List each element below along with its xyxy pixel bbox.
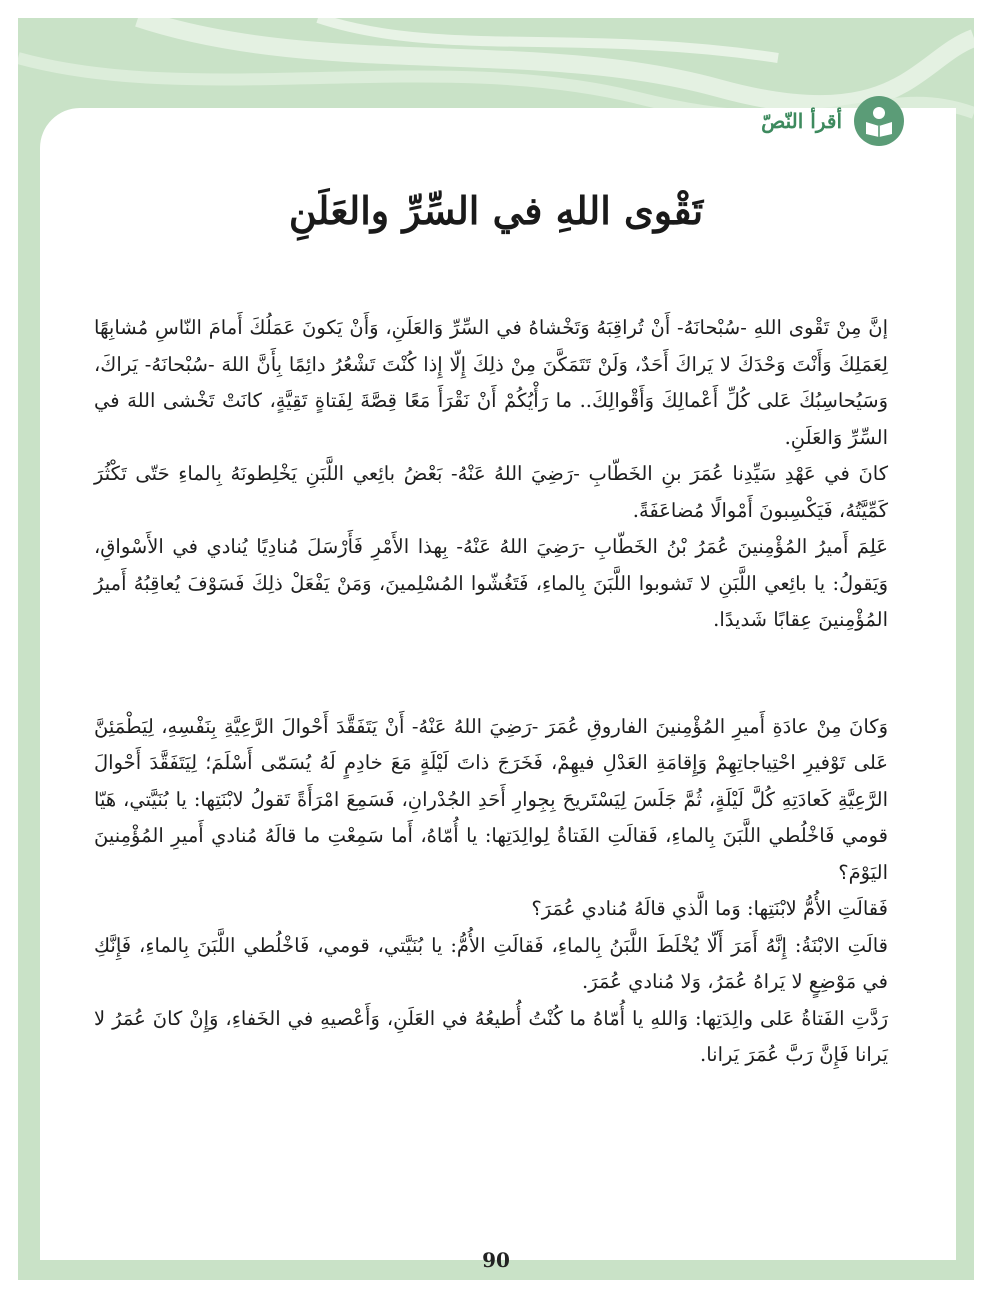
paragraph-gap [94,639,888,709]
page-number: 90 [482,1248,510,1272]
paragraph-intro: إنَّ مِنْ تَقْوى اللهِ -سُبْحانَهُ- أَنْ تُراقِبَهُ وَتَخْشاهُ في السِّرِّ وَالعَلَنِ، وَأَنْ يَكونَ عَمَلُكَ أَمامَ النّاسِ مُشابِهًا لِعَمَلِكَ وَأَنْتَ وَحْدَكَ لا يَراكَ أَحَدٌ، وَلَنْ تَتَمَكَّنَ مِنْ ذلِكَ إِلّا إِذا كُنْتَ تَشْعُرُ دائِمًا بِأَنَّ اللهَ -سُبْحانَهُ- يَراكَ، وَسَيُحاسِبُكَ عَلى كُلِّ أَعْمالِكَ وَأَقْوالِكَ.. ما رَأْيُكُمْ أَنْ نَقْرَأَ مَعًا قِصَّةَ لِفَتاةٍ تَقِيَّةٍ، كانَتْ تَخْشى اللهَ في السِّرِّ وَالعَلَنِ. [94,316,888,449]
page-title: تَقْوى اللهِ في السِّرِّ والعَلَنِ [288,188,704,233]
paragraph-daughter-answer: قالَتِ الابْنَةُ: إِنَّهُ أَمَرَ أَلّا يُخْلَطَ اللَّبَنُ بِالماءِ، فَقالَتِ الأُمُّ: يا بُنَيَّتي، قومي، فَاخْلُطي اللَّبَنَ بِالماءِ، فَإِنَّكِ في مَوْضِعٍ لا يَراهُ عُمَرُ، وَلا مُنادي عُمَرَ. [94,933,888,993]
article-body [94,310,888,1074]
reading-person-icon [854,96,904,146]
paragraph-mother-question: فَقالَتِ الأُمُّ لابْنَتِها: وَما الَّذي قالَهُ مُنادي عُمَرَ؟ [531,897,888,920]
paragraph-night-visit: وَكانَ مِنْ عادَةِ أَميرِ المُؤْمِنينَ الفاروقِ عُمَرَ -رَضِيَ اللهُ عَنْهُ- أَنْ يَتَفَقَّدَ أَحْوالَ الرَّعِيَّةِ بِنَفْسِهِ، لِيَطْمَئِنَّ عَلى تَوْفيرِ احْتِياجاتِهِمْ وَإِقامَةِ العَدْلِ فيهِمْ، فَخَرَجَ ذاتَ لَيْلَةٍ مَعَ خادِمٍ لَهُ يُسَمّى أَسْلَمَ؛ لِيَتَفَقَّدَ أَحْوالَ الرَّعِيَّةِ كَعادَتِهِ كُلَّ لَيْلَةٍ، ثُمَّ جَلَسَ لِيَسْتَريحَ بِجِوارِ أَحَدِ الجُدْرانِ، فَسَمِعَ امْرَأَةً تَقولُ لابْنَتِها: يا بُنَيَّتي، هَيّا قومي فَاخْلُطي اللَّبَنَ بِالماءِ، فَقالَتِ الفَتاةُ لِوالِدَتِها: يا أُمّاهُ، أَما سَمِعْتِ ما قالَهُ مُنادي أَميرِ المُؤْمِنينَ اليَوْمَ؟ [94,714,888,884]
section-title: أقرأ النّصّ [761,109,842,133]
paragraph-milk-sellers: كانَ في عَهْدِ سَيِّدِنا عُمَرَ بنِ الخَطّابِ -رَضِيَ اللهُ عَنْهُ- بَعْضُ بائِعي اللَّبَنِ يَخْلِطونَهُ بِالماءِ حَتّى تَكْثُرَ كَمِّيَّتُهُ، فَيَكْسِبونَ أَمْوالًا مُضاعَفَةً. [94,462,888,522]
section-badge [761,96,904,146]
paragraph-daughter-reply: رَدَّتِ الفَتاةُ عَلى والِدَتِها: وَاللهِ يا أُمّاهُ ما كُنْتُ أُطيعُهُ في العَلَنِ، وَأَعْصيهِ في الخَفاءِ، وَإِنْ كانَ عُمَرُ لا يَرانا فَإِنَّ رَبَّ عُمَرَ يَرانا. [94,1006,888,1066]
paragraph-announcement: عَلِمَ أَميرُ المُؤْمِنينَ عُمَرُ بْنُ الخَطّابِ -رَضِيَ اللهُ عَنْهُ- بِهذا الأَمْرِ فَأَرْسَلَ مُنادِيًا يُنادي في الأَسْواقِ، وَيَقولُ: يا بائِعي اللَّبَنِ لا تَشوبوا اللَّبَنَ بِالماءِ، فَتَغُشّوا المُسْلِمينَ، وَمَنْ يَفْعَلْ ذلِكَ فَسَوْفَ يُعاقِبُهُ أَميرُ المُؤْمِنينَ عِقابًا شَديدًا. [94,535,888,631]
